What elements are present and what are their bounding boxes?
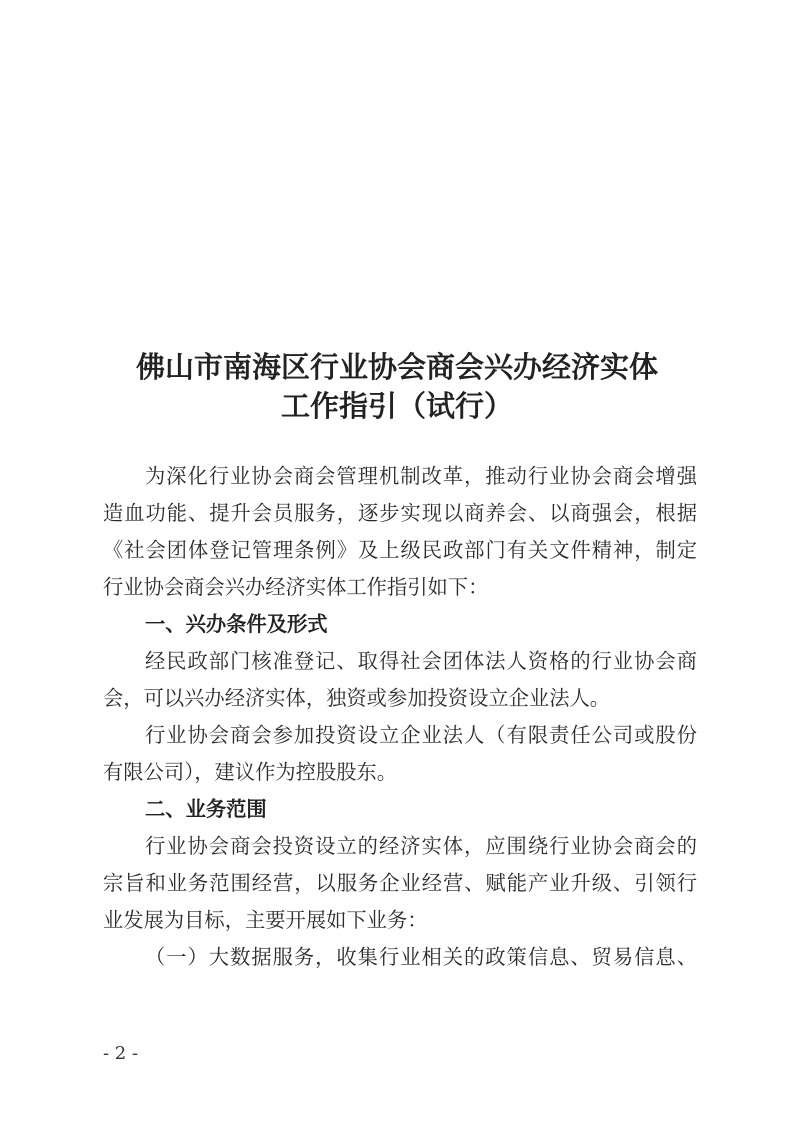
section1-para2-line: 行业协会商会参加投资设立企业法人（有限责任公司或股份 (145, 723, 697, 747)
section2-para1-line: 业发展为目标，主要开展如下业务： (103, 908, 428, 932)
document-body (103, 458, 697, 976)
section2-heading: 二、业务范围 (145, 797, 267, 821)
section1-para2-line: 有限公司），建议作为控股股东。 (103, 760, 398, 784)
section1-para1-line: 会，可以兴办经济实体，独资或参加投资设立企业法人。 (103, 686, 611, 710)
section2-item1: （一）大数据服务，收集行业相关的政策信息、贸易信息、 (145, 945, 697, 969)
document-title-line2: 工作指引（试行） (280, 389, 513, 423)
page-number: - 2 - (103, 1043, 139, 1064)
intro-line: 《社会团体登记管理条例》及上级民政部门有关文件精神，制定 (103, 538, 697, 562)
intro-line: 行业协会商会兴办经济实体工作指引如下： (103, 575, 489, 599)
intro-line: 为深化行业协会商会管理机制改革，推动行业协会商会增强 (145, 464, 697, 488)
document-title-line1: 佛山市南海区行业协会商会兴办经济实体 (135, 350, 658, 384)
section2-para1-line: 宗旨和业务范围经营，以服务企业经营、赋能产业升级、引领行 (103, 871, 697, 895)
section1-heading: 一、兴办条件及形式 (145, 612, 328, 636)
section2-para1-line: 行业协会商会投资设立的经济实体，应围绕行业协会商会的 (145, 834, 697, 858)
section1-para1-line: 经民政部门核准登记、取得社会团体法人资格的行业协会商 (145, 649, 697, 673)
intro-line: 造血功能、提升会员服务，逐步实现以商养会、以商强会，根据 (103, 501, 697, 525)
